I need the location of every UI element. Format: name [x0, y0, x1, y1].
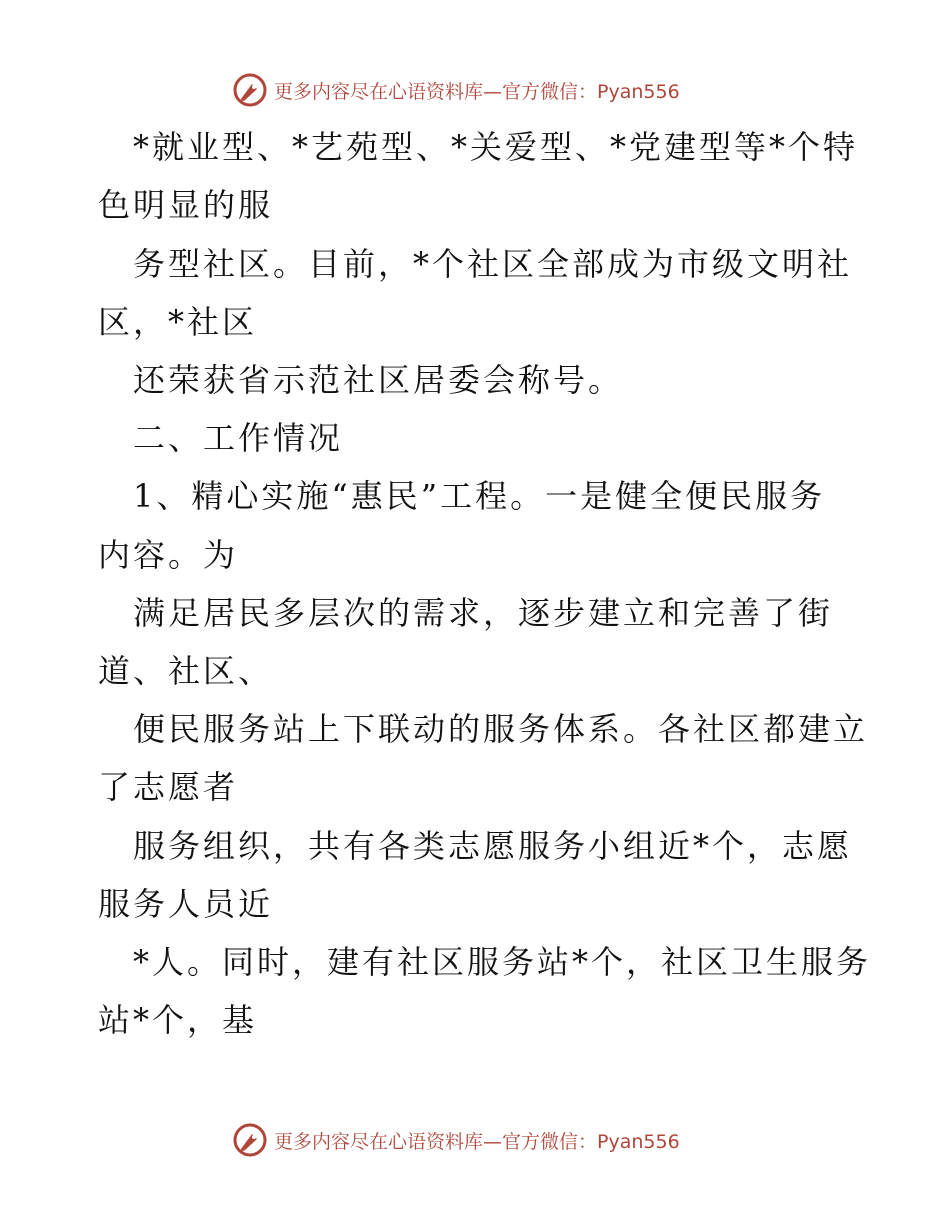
body-line: *就业型、*艺苑型、*关爱型、*党建型等*个特: [133, 128, 859, 166]
header-banner: [232, 70, 712, 110]
body-line: *人。同时，建有社区服务站*个，社区卫生服务: [133, 943, 872, 981]
pen-nib-logo-icon: [232, 1122, 268, 1158]
body-line: 服务组织，共有各类志愿服务小组近*个，志愿: [133, 827, 853, 865]
body-line: 满足居民多层次的需求，逐步建立和完善了街: [133, 594, 834, 632]
body-line: 务型社区。目前，*个社区全部成为市级文明社: [133, 245, 853, 283]
body-line: 服务人员近: [98, 885, 274, 923]
body-line: 站*个，基: [98, 1001, 258, 1039]
body-line: 了志愿者: [98, 768, 239, 806]
body-line: 还荣获省示范社区居委会称号。: [133, 361, 624, 399]
body-line: 1、精心实施“惠民”工程。一是健全便民服务: [133, 477, 826, 515]
body-line: 区，*社区: [98, 303, 258, 341]
section-heading: 二、工作情况: [133, 419, 344, 457]
body-line: 内容。为: [98, 536, 239, 574]
footer-banner-text: 更多内容尽在心语资料库—官方微信：Pyan556: [274, 1130, 680, 1153]
footer-banner: [232, 1120, 712, 1160]
pen-nib-logo-icon: [232, 72, 268, 108]
header-banner-text: 更多内容尽在心语资料库—官方微信：Pyan556: [274, 80, 680, 103]
body-line: 色明显的服: [98, 186, 274, 224]
body-line: 道、社区、: [98, 652, 274, 690]
body-line: 便民服务站上下联动的服务体系。各社区都建立: [133, 710, 869, 748]
